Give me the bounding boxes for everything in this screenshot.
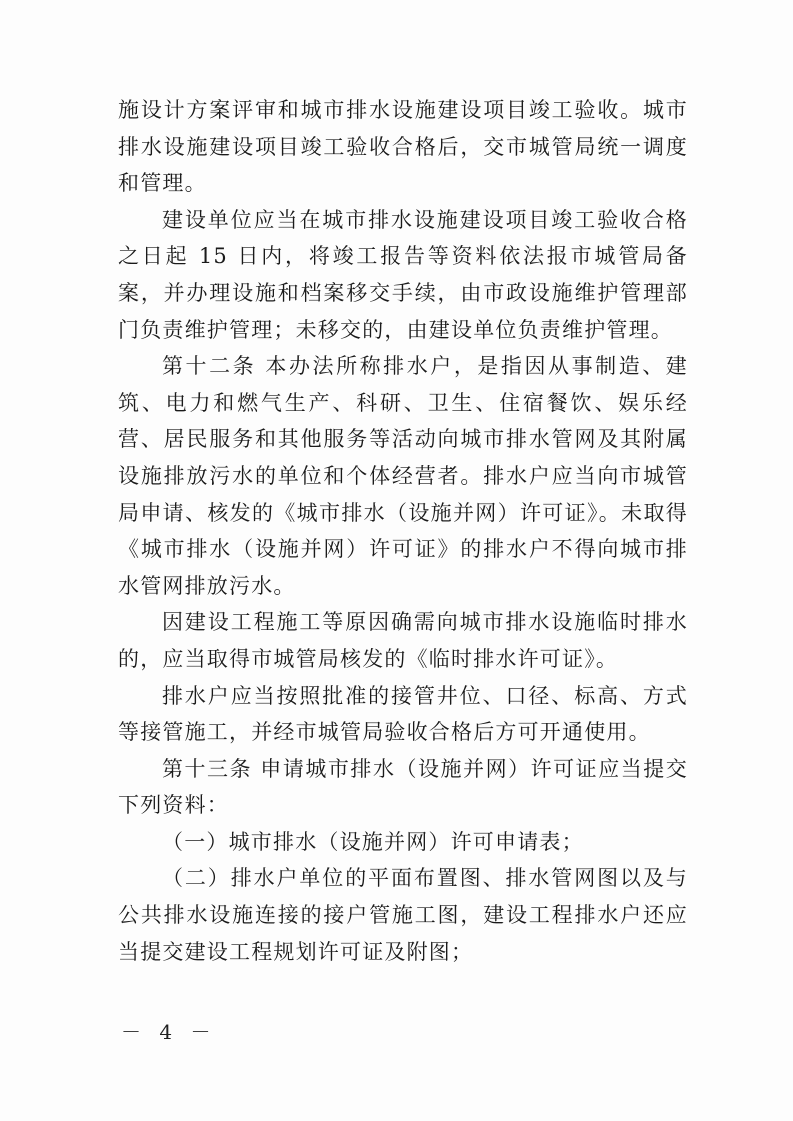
paragraph-article-12: 第十二条 本办法所称排水户，是指因从事制造、建筑、电力和燃气生产、科研、卫生、住宿餐饮、娱乐经营、居民服务和其他服务等活动向城市排水管网及其附属设施排放污水的单位和个体经营者。排水户应当向市城管局申请、核发的《城市排水（设施并网）许可证》。未取得《城市排水（设施并网）许可证》的排水户不得向城市排水管网排放污水。	[118, 354, 688, 598]
page-number: － 4 －	[121, 1020, 217, 1044]
list-item-2: （二）排水户单位的平面布置图、排水管网图以及与公共排水设施连接的接户管施工图，建设工程排水户还应当提交建设工程规划许可证及附图；	[118, 866, 688, 964]
list-item-1: （一）城市排水（设施并网）许可申请表；	[162, 829, 584, 854]
paragraph-article-13: 第十三条 申请城市排水（设施并网）许可证应当提交下列资料：	[118, 756, 688, 818]
paragraph-completion-filing: 建设单位应当在城市排水设施建设项目竣工验收合格之日起 15 日内，将竣工报告等资料依法报市城管局备案，并办理设施和档案移交手续，由市政设施维护管理部门负责维护管理；未移交的，由建设单位负责维护管理。	[118, 207, 688, 342]
paragraph-temporary-drainage: 因建设工程施工等原因确需向城市排水设施临时排水的，应当取得市城管局核发的《临时排水许可证》。	[118, 610, 688, 671]
paragraph-connection-construction: 排水户应当按照批准的接管井位、口径、标高、方式等接管施工，并经市城管局验收合格后方可开通使用。	[118, 683, 688, 745]
paragraph-continuation: 施设计方案评审和城市排水设施建设项目竣工验收。城市排水设施建设项目竣工验收合格后，交市城管局统一调度和管理。	[118, 98, 688, 196]
document-body	[118, 92, 688, 970]
